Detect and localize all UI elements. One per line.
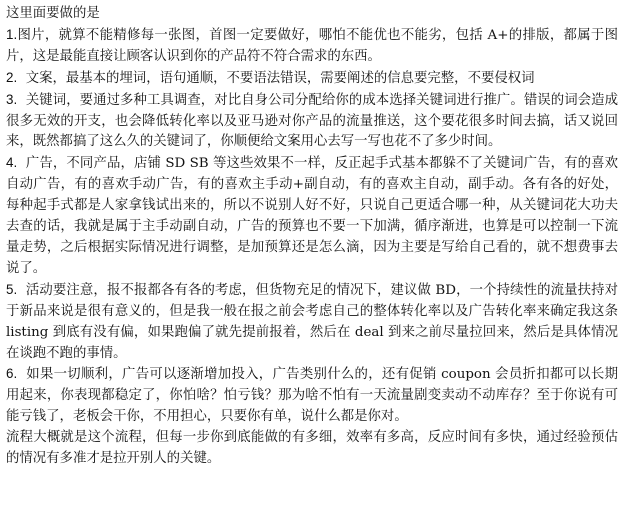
item-text: 如果一切顺利，广告可以逐渐增加投入，广告类别什么的，还有促销 coupon 会员折扣都可以长期用起来，你表现都稳定了，你怕啥？怕亏钱？那为啥不怕有一天流量剧变卖动不动库存？至于你说有可能亏钱了，老板会干你，不用担心，只要你有单，说什么都是你对。 bbox=[6, 367, 618, 425]
closing-paragraph: 流程大概就是这个流程，但每一步你到底能做的有多细，效率有多高，反应时间有多快，通过经验预估的情况有多准才是拉开别人的关键。 bbox=[6, 430, 618, 467]
item-number: 5. bbox=[6, 281, 18, 297]
item-number: 3. bbox=[6, 91, 18, 107]
item-number: 1. bbox=[6, 26, 18, 42]
document-body bbox=[6, 4, 618, 470]
list-item bbox=[6, 153, 618, 279]
list-item bbox=[6, 364, 618, 428]
document-heading: 这里面要做的是 bbox=[6, 6, 100, 21]
item-text: 文案，最基本的埋词，语句通顺，不要语法错误，需要阐述的信息要完整，不要侵权词 bbox=[25, 70, 535, 86]
item-number: 2. bbox=[6, 69, 18, 85]
list-item bbox=[6, 90, 618, 154]
item-text: 关键词，要通过多种工具调查，对比自身公司分配给你的成本选择关键词进行推广。错误的词会造成很多无效的开支，也会降低转化率以及亚马逊对你产品的流量推送，这个要花很多时间去搞，话又说回来，既然都搞了这么久的关键词了，你顺便给文案用心去写一写也花不了多少时间。 bbox=[6, 92, 618, 150]
list-item bbox=[6, 25, 618, 68]
item-text: 活动要注意，报不报都各有各的考虑，但货物充足的情况下，建议做 BD，一个持续性的流量扶持对于新品来说是很有意义的，但是我一般在报之前会考虑自己的整体转化率以及广告转化率来确定我这条 listing 到底有没有偏，如果跑偏了就先提前报着，然后在 deal 到来之前尽量拉回来，然后是具体情况在谈跑不跑的事情。 bbox=[6, 282, 618, 361]
list-item bbox=[6, 68, 618, 90]
item-text: 图片，就算不能精修每一张图，首图一定要做好，哪怕不能优也不能劣，包括 A+的排版，都属于图片，这是最能直接让顾客认识到你的产品符不符合需求的东西。 bbox=[6, 27, 618, 64]
item-number: 6. bbox=[6, 366, 18, 382]
list-item bbox=[6, 280, 618, 365]
item-number: 4. bbox=[6, 155, 18, 171]
item-text: 广告，不同产品，店铺 SD SB 等这些效果不一样，反正起手式基本都躲不了关键词广告，有的喜欢自动广告，有的喜欢手动广告，有的喜欢主手动+副自动，有的喜欢主自动，副手动。各有各的好处，每种起手式都是人家拿钱试出来的，所以不说别人好不好，只说自己更适合哪一种，从关键词花大功夫去查的话，我就是属于主手动副自动，广告的预算也不要一下加满，循序渐进，也算是可以控制一下流量走势，之后根据实际情况进行调整，是加预算还是怎么滴，因为主要是写给自己看的，就不想费事去说了。 bbox=[6, 156, 618, 276]
